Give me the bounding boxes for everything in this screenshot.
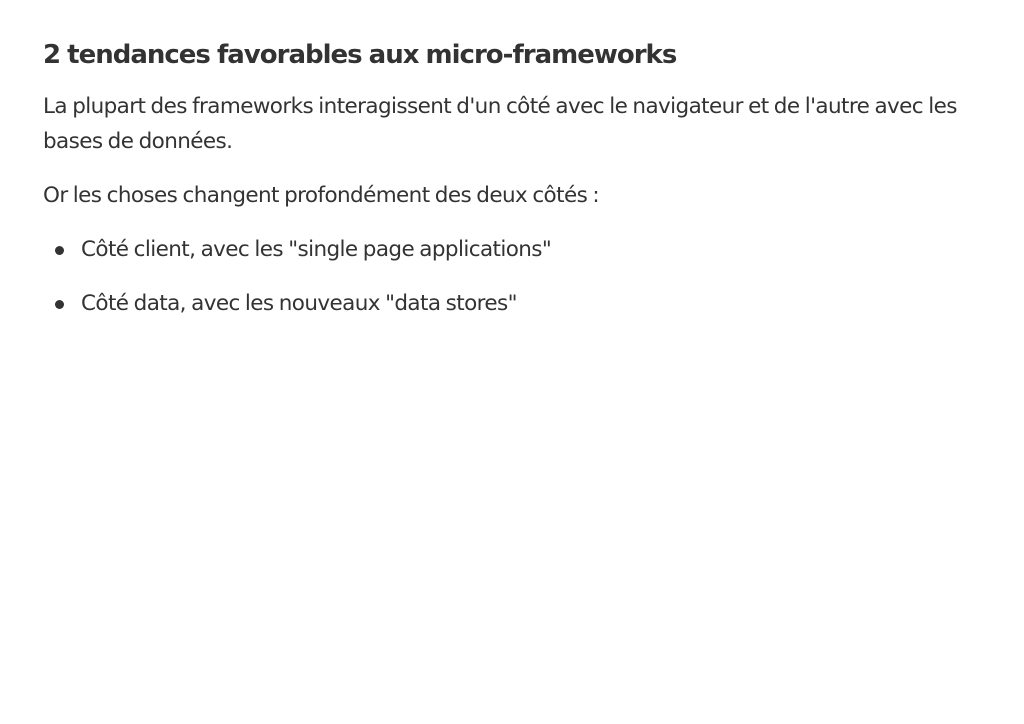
list-item bbox=[43, 286, 993, 321]
list-item-text: Côté data, avec les nouveaux "data stores" bbox=[81, 291, 517, 316]
intro-paragraph: La plupart des frameworks interagissent d'un côté avec le navigateur et de l'autre avec les bases de données. bbox=[43, 94, 957, 154]
bullet-list bbox=[43, 232, 993, 321]
list-item bbox=[43, 232, 993, 267]
bullet-icon bbox=[55, 300, 64, 309]
list-item-text: Côté client, avec les "single page applications" bbox=[81, 237, 552, 262]
bullet-icon bbox=[55, 246, 64, 255]
lead-paragraph: Or les choses changent profondément des deux côtés : bbox=[43, 183, 600, 208]
slide-content bbox=[43, 36, 993, 340]
slide-title: 2 tendances favorables aux micro-frameworks bbox=[43, 40, 677, 70]
